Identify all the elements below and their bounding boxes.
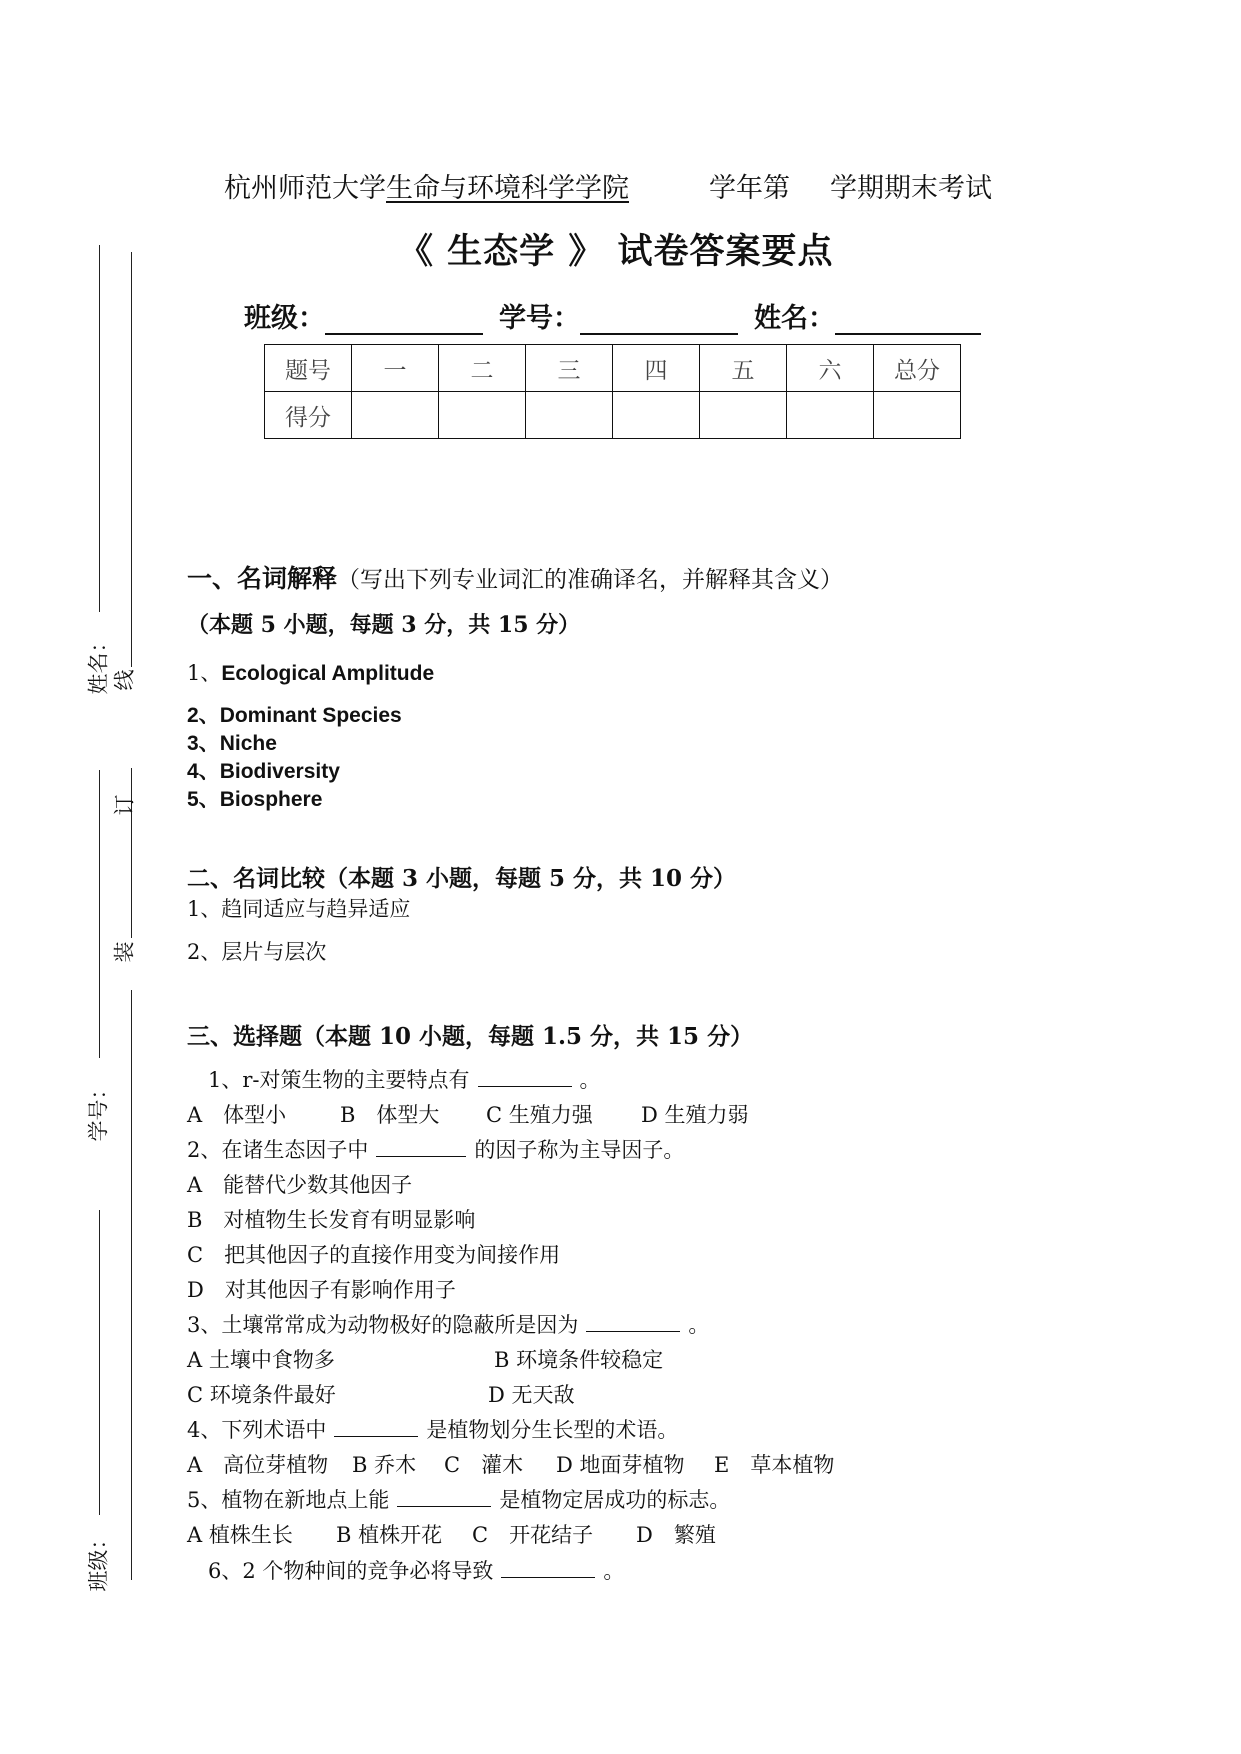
exam-header	[224, 166, 992, 205]
score-cell[interactable]	[700, 392, 787, 439]
option: C 灌木	[444, 1453, 524, 1477]
term-number: 4、	[187, 760, 220, 783]
score-cell[interactable]	[352, 392, 439, 439]
option: C 把其他因子的直接作用变为间接作用	[187, 1243, 561, 1267]
question-text: 。	[688, 1313, 710, 1337]
answer-blank[interactable]	[586, 1313, 680, 1332]
option: E 草本植物	[714, 1453, 835, 1477]
question-text: 3、土壤常常成为动物极好的隐蔽所是因为	[187, 1313, 579, 1337]
term-number: 5、	[187, 788, 220, 811]
score-header-cell: 总分	[874, 345, 961, 392]
option: C 生殖力强	[486, 1103, 593, 1127]
student-info-row	[244, 296, 997, 335]
question-2	[187, 1134, 684, 1164]
question-text: 是植物划分生长型的术语。	[426, 1418, 679, 1442]
college-name: 生命与环境科学学院	[386, 173, 629, 204]
section2-title: 二、名词比较（本题 3 小题，每题 5 分，共 10 分）	[187, 865, 737, 892]
margin-id-line	[99, 770, 100, 1058]
score-header-cell: 二	[439, 345, 526, 392]
question-3	[187, 1309, 709, 1339]
question-5	[187, 1484, 730, 1514]
option: D 地面芽植物	[556, 1453, 685, 1477]
term-item	[187, 783, 322, 813]
score-cell[interactable]	[526, 392, 613, 439]
score-cell[interactable]	[787, 392, 874, 439]
margin-staple-char: 装	[112, 941, 137, 963]
score-header-cell: 六	[787, 345, 874, 392]
class-field[interactable]	[325, 303, 483, 335]
question-text: 。	[603, 1559, 625, 1583]
margin-line-char: 线	[112, 669, 137, 691]
term-text: Biodiversity	[219, 760, 340, 783]
answer-blank[interactable]	[334, 1418, 418, 1437]
class-label: 班级：	[244, 303, 325, 334]
name-field[interactable]	[835, 303, 981, 335]
score-header-cell: 四	[613, 345, 700, 392]
term-text: Dominant Species	[219, 704, 402, 727]
term-text: Niche	[219, 732, 277, 755]
question-text: 4、下列术语中	[187, 1418, 327, 1442]
score-cell[interactable]	[439, 392, 526, 439]
question-text: 。	[579, 1068, 601, 1092]
header-year: 学年第	[709, 173, 790, 204]
margin-bind-char: 订	[112, 794, 137, 816]
margin-class-line	[99, 1210, 100, 1515]
answer-blank[interactable]	[501, 1559, 595, 1578]
question-text: 是植物定居成功的标志。	[499, 1488, 731, 1512]
score-table-header-row	[265, 345, 961, 392]
term-item	[187, 727, 277, 757]
option: C 环境条件最好	[187, 1383, 336, 1407]
question-4	[187, 1414, 678, 1444]
option: C 开花结子	[472, 1523, 594, 1547]
term-item	[187, 699, 402, 729]
section1-scoring: （本题 5 小题，每题 3 分，共 15 分）	[187, 612, 581, 638]
option: B 乔木	[352, 1453, 417, 1477]
section1-note: （写出下列专业词汇的准确译名，并解释其含义）	[337, 567, 844, 593]
margin-name-line	[99, 245, 100, 612]
page-title: 《 生态学 》 试卷答案要点	[398, 231, 834, 272]
score-header-cell: 题号	[265, 345, 352, 392]
term-number: 2、	[187, 704, 220, 727]
score-row-label: 得分	[265, 392, 352, 439]
option: B 环境条件较稳定	[494, 1348, 664, 1372]
question-text: 1、r-对策生物的主要特点有	[208, 1068, 470, 1092]
score-header-cell: 三	[526, 345, 613, 392]
margin-cut-line-middle	[131, 768, 132, 938]
section1-heading	[187, 559, 843, 595]
option: A 植株生长	[187, 1523, 293, 1547]
question-text: 2、在诸生态因子中	[187, 1138, 369, 1162]
option: D 生殖力弱	[641, 1103, 749, 1127]
answer-blank[interactable]	[376, 1138, 466, 1157]
question-1	[208, 1064, 601, 1094]
question-6	[208, 1555, 624, 1585]
section1-title: 一、名词解释	[187, 564, 338, 593]
option: A 高位芽植物	[187, 1453, 329, 1477]
score-header-cell: 一	[352, 345, 439, 392]
score-header-cell: 五	[700, 345, 787, 392]
option: A 体型小	[187, 1103, 287, 1127]
name-label: 姓名：	[754, 303, 835, 334]
margin-class-label: 班级：	[86, 1528, 111, 1592]
section3-title: 三、选择题（本题 10 小题，每题 1.5 分，共 15 分）	[187, 1023, 754, 1050]
question-text: 6、2 个物种间的竞争必将导致	[208, 1559, 494, 1583]
option: B 植株开花	[336, 1523, 443, 1547]
margin-name-label: 姓名：	[86, 631, 111, 695]
answer-blank[interactable]	[397, 1488, 491, 1507]
margin-cut-line-top	[131, 252, 132, 667]
margin-cut-line-bottom	[131, 990, 132, 1580]
score-cell[interactable]	[874, 392, 961, 439]
question-text: 的因子称为主导因子。	[474, 1138, 685, 1162]
term-item	[187, 657, 434, 687]
score-cell[interactable]	[613, 392, 700, 439]
school-name: 杭州师范大学	[224, 173, 386, 204]
term-number: 1、	[187, 661, 222, 685]
option: D 繁殖	[636, 1523, 716, 1547]
option: B 体型大	[340, 1103, 440, 1127]
header-term: 学期期末考试	[830, 173, 992, 204]
option: A 能替代少数其他因子	[187, 1173, 413, 1197]
score-table	[264, 344, 961, 439]
answer-blank[interactable]	[478, 1068, 572, 1087]
id-label: 学号：	[499, 303, 580, 334]
margin-id-label: 学号：	[86, 1078, 111, 1142]
term-item	[187, 755, 340, 785]
option: A 土壤中食物多	[187, 1348, 335, 1372]
term-number: 3、	[187, 732, 220, 755]
term-text: Ecological Amplitude	[221, 662, 435, 685]
score-table-row	[265, 392, 961, 439]
option: D 对其他因子有影响作用子	[187, 1278, 456, 1302]
question-text: 5、植物在新地点上能	[187, 1488, 390, 1512]
term-text: Biosphere	[219, 788, 323, 811]
option: B 对植物生长发育有明显影响	[187, 1208, 476, 1232]
student-id-field[interactable]	[580, 303, 738, 335]
comparison-item: 2、层片与层次	[187, 940, 327, 964]
comparison-item: 1、趋同适应与趋异适应	[187, 897, 411, 921]
option: D 无天敌	[488, 1383, 575, 1407]
